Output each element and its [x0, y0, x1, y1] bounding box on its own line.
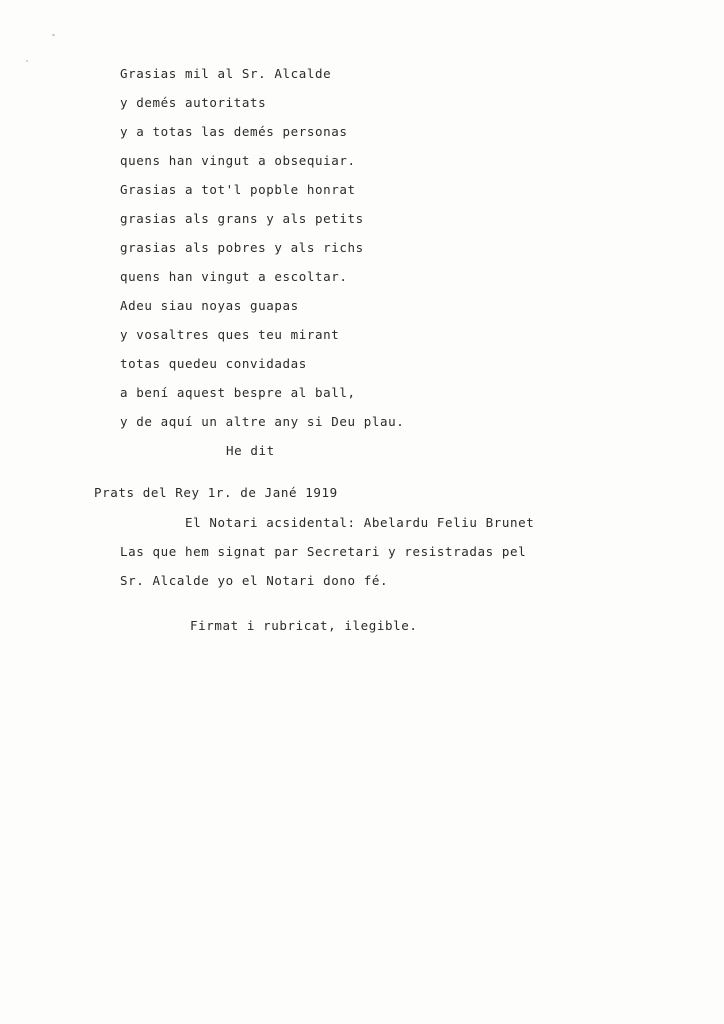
signature-note: Firmat i rubricat, ilegible. [190, 618, 418, 633]
poem-line: Grasias mil al Sr. Alcalde [120, 66, 332, 81]
poem-line: y demés autoritats [120, 95, 267, 110]
poem-line: a bení aquest bespre al ball, [120, 385, 356, 400]
poem-closing: He dit [226, 443, 275, 458]
poem-line: Adeu siau noyas guapas [120, 298, 299, 313]
poem-line: y a totas las demés personas [120, 124, 348, 139]
paper-speck [26, 60, 28, 62]
poem-line: Grasias a tot'l popble honrat [120, 182, 356, 197]
notary-line: El Notari acsidental: Abelardu Feliu Brunet [185, 515, 535, 530]
certification-line: Las que hem signat par Secretari y resistradas pel [120, 544, 527, 559]
poem-line: totas quedeu convidadas [120, 356, 307, 371]
poem-line: y vosaltres ques teu mirant [120, 327, 340, 342]
poem-line: quens han vingut a obsequiar. [120, 153, 356, 168]
poem-line: y de aquí un altre any si Deu plau. [120, 414, 405, 429]
paper-speck [52, 34, 55, 36]
certification-line: Sr. Alcalde yo el Notari dono fé. [120, 573, 389, 588]
poem-line: grasias als grans y als petits [120, 211, 364, 226]
poem-line: grasias als pobres y als richs [120, 240, 364, 255]
place-date: Prats del Rey 1r. de Jané 1919 [94, 485, 338, 500]
poem-line: quens han vingut a escoltar. [120, 269, 348, 284]
